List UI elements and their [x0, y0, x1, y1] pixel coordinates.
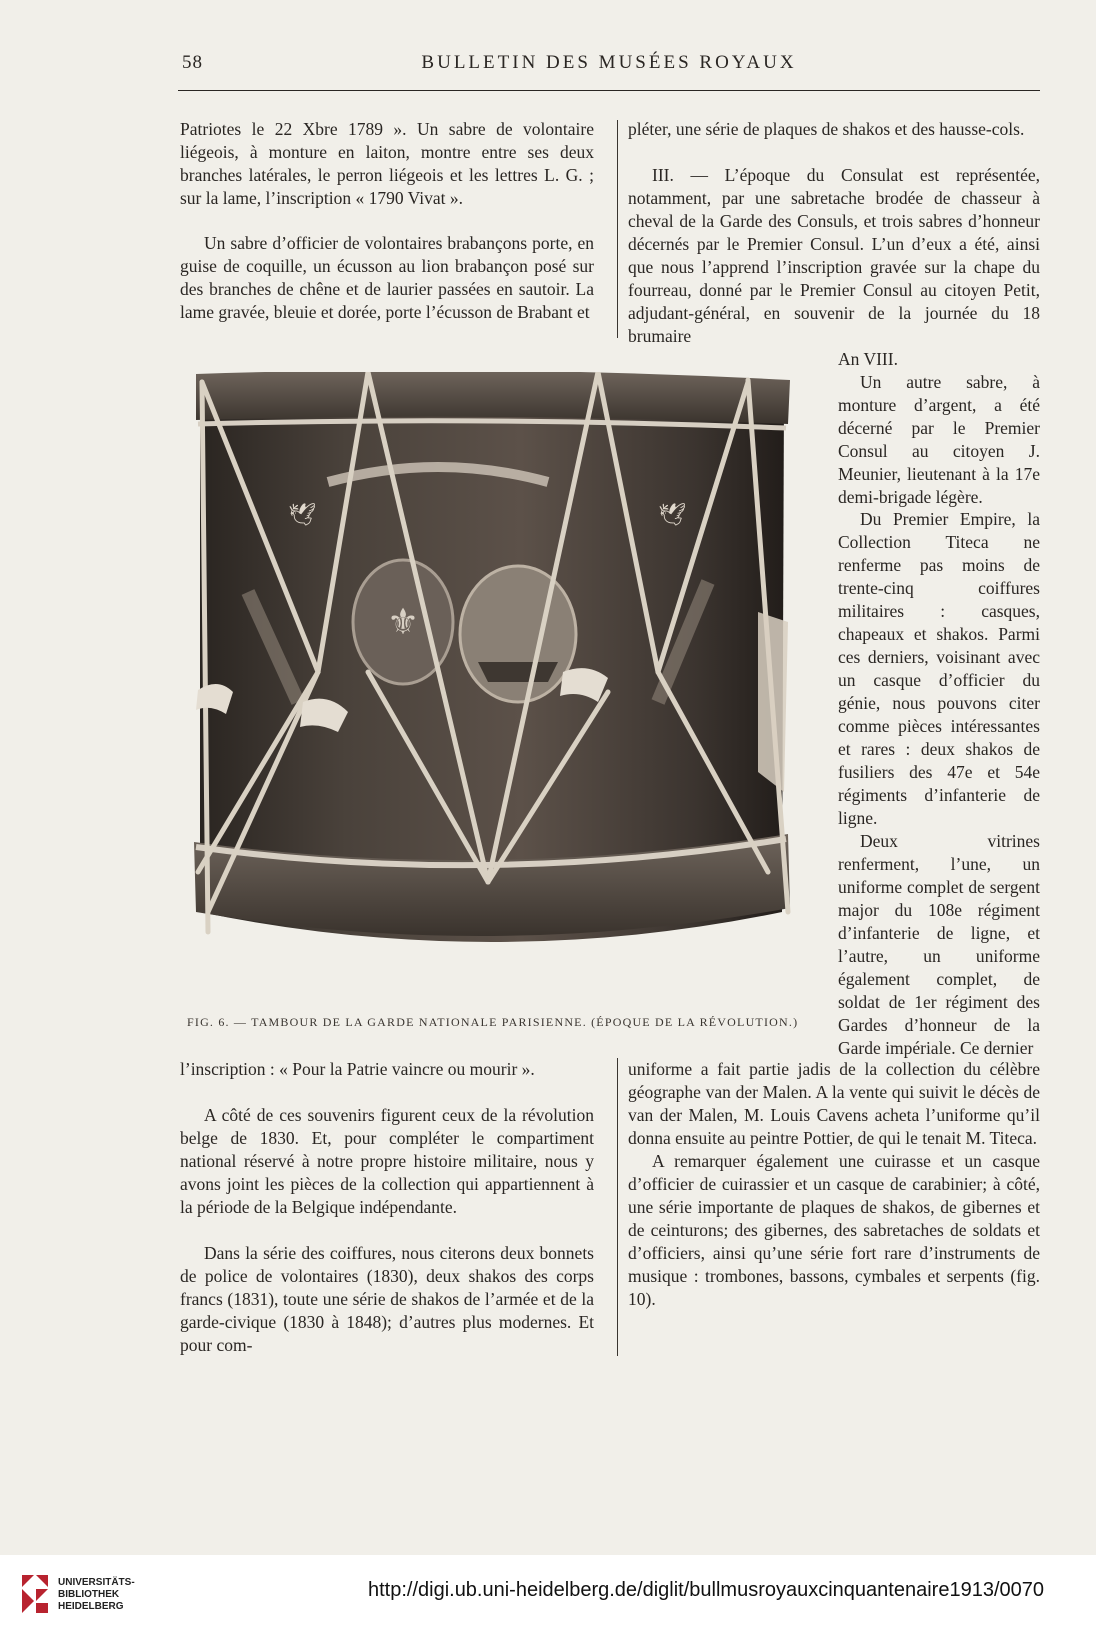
paragraph: An VIII.	[838, 349, 898, 369]
library-name: UNIVERSITÄTS- BIBLIOTHEK HEIDELBERG	[58, 1577, 135, 1612]
paragraph: Dans la série des coiffures, nous citerons deux bonnets de police de volontaires (1830), deux shakos des corps francs (1831), toute une série de shakos de l’armée et de la garde-civique (1830 à 1848); d’autres plus modernes. Et pour com-	[180, 1243, 594, 1355]
drum-top-hoop	[196, 372, 790, 424]
paragraph: A côté de ces souvenirs figurent ceux de la révolution belge de 1830. Et, pour compléter le compartiment national réservé à notre propre histoire militaire, nous y avons joint les pièces de la collection qui appartiennent à la période de la Belgique indépendante.	[180, 1105, 594, 1217]
paragraph: pléter, une série de plaques de shakos et des hausse-cols.	[628, 119, 1025, 139]
paragraph: Un sabre d’officier de volontaires brabançons porte, en guise de coquille, un écusson au lion brabançon posé sur des branches de chêne et de laurier passées en sautoir. La lame gravée, bleuie et dorée, porte l’écusson de Brabant et	[180, 233, 594, 322]
column-divider-top	[617, 120, 618, 338]
paragraph: Du Premier Empire, la Collection Titeca ne renferme pas moins de trente-cinq coiffures militaires : casques, chapeaux et shakos. Parmi ces derniers, voisinant avec un casque d’officier du génie, nous pouvons citer comme pièces intéressantes et rares : deux shakos de fusiliers des 47e et 54e régiments d’infanterie de ligne.	[838, 509, 1040, 828]
column-divider-bottom	[617, 1058, 618, 1356]
header-rule	[178, 90, 1040, 91]
paragraph: Un autre sabre, à monture d’argent, a été décerné par le Premier Consul au citoyen J. Meunier, lieutenant à la 17e demi-brigade légère.	[838, 372, 1040, 507]
paragraph: III. — L’époque du Consulat est représentée, notamment, par une sabretache brodée de chasseur à cheval de la Garde des Consuls, et trois sabres d’honneur décernés par le Premier Consul. L’un d’eux a été, ainsi que nous l’apprend l’inscription gravée sur la chape du fourreau, donné par le Premier Consul au citoyen Petit, adjudant-général, en souvenir de la journée du 18 brumaire	[628, 165, 1040, 346]
paragraph: A remarquer également une cuirasse et un casque d’officier de cuirassier et un casque de carabinier; à côté, une série importante de plaques de shakos, de gibernes et de ceinturons; des gibernes, des sabretaches de soldats et d’officiers, ainsi qu’une série fort rare d’instruments de musique : trombones, bassons, cymbales et serpents (fig. 10).	[628, 1151, 1040, 1309]
figure-caption: FIG. 6. — TAMBOUR DE LA GARDE NATIONALE PARISIENNE. (ÉPOQUE DE LA RÉVOLUTION.)	[187, 1015, 799, 1029]
paragraph: Patriotes le 22 Xbre 1789 ». Un sabre de volontaire liégeois, à monture en laiton, montre entre ses deux branches latérales, le perron liégeois et les lettres L. G. ; sur la lame, l’inscription « 1790 Vivat ».	[180, 119, 594, 208]
paragraph: uniforme a fait partie jadis de la collection du célèbre géographe van der Malen. A la vente qui suivit le décès de van der Malen, M. Louis Cavens acheta l’uniforme qu’il donna ensuite au peintre Pottier, de qui le tenait M. Titeca.	[628, 1059, 1040, 1148]
paragraph: Deux vitrines renferment, l’une, un uniforme complet de sergent major du 108e régiment d’infanterie de ligne, et l’autre, un uniforme également complet, de soldat de 1er régiment des Gardes d’honneur de la Garde impériale. Ce dernier	[838, 831, 1040, 1058]
page-number: 58	[182, 52, 203, 73]
journal-title: BULLETIN DES MUSÉES ROYAUX	[421, 52, 797, 73]
running-header	[178, 52, 1040, 80]
viewer-footer	[0, 1555, 1096, 1630]
svg-text:🕊: 🕊	[658, 503, 686, 528]
source-url-link[interactable]: http://digi.ub.uni-heidelberg.de/diglit/bullmusroyauxcinquantenaire1913/0070	[367, 1579, 1044, 1601]
svg-text:🕊: 🕊	[288, 503, 316, 528]
university-library-logo	[20, 1573, 50, 1613]
paragraph: l’inscription : « Pour la Patrie vaincre ou mourir ».	[180, 1059, 535, 1079]
svg-text:⚜: ⚜	[386, 602, 420, 643]
drum-photograph	[188, 372, 804, 978]
